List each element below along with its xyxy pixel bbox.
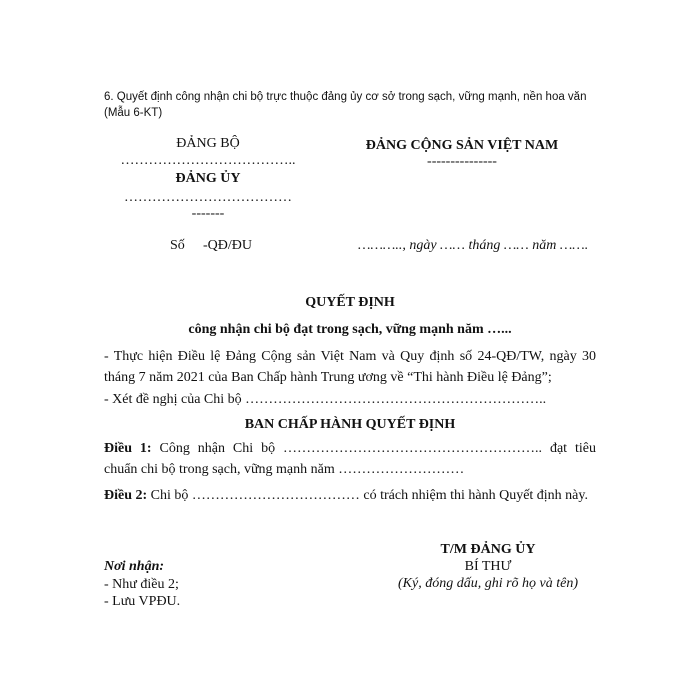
signature-note: (Ký, đóng dấu, ghi rõ họ và tên)	[397, 576, 579, 591]
article-1-label: Điều 1:	[104, 441, 152, 456]
preamble-paragraph-2: - Xét đề nghị của Chi bộ ………………………………………………………..	[104, 392, 547, 407]
party-committee-dots: ………………………………..	[120, 153, 296, 168]
recipients-heading: Nơi nhận:	[104, 559, 165, 574]
article-2-text: Chi bộ ……………………………… có trách nhiệm thi hành Quyết định này.	[147, 488, 588, 503]
signature-on-behalf: T/M ĐẢNG ỦY	[440, 542, 536, 557]
document-number-suffix: -QĐ/ĐU	[203, 238, 252, 253]
decision-heading: BAN CHẤP HÀNH QUYẾT ĐỊNH	[244, 417, 456, 432]
party-committee-title: ĐẢNG ỦY	[175, 171, 241, 186]
document-subtitle: công nhận chi bộ đạt trong sạch, vững mạnh năm …...	[188, 322, 512, 337]
article-2-label: Điều 2:	[104, 488, 148, 503]
signature-position: BÍ THƯ	[464, 559, 512, 574]
article-1	[104, 438, 596, 480]
article-2	[104, 485, 596, 506]
recipient-item-1: - Như điều 2;	[104, 577, 179, 592]
party-name: ĐẢNG CỘNG SẢN VIỆT NAM	[365, 138, 559, 153]
document-number-label: Số	[170, 238, 185, 253]
party-committee-label: ĐẢNG BỘ	[176, 136, 240, 151]
party-committee-dots-2: ………………………………	[124, 190, 292, 205]
document-title: QUYẾT ĐỊNH	[305, 295, 395, 310]
header-note-line2: (Mẫu 6-KT)	[104, 107, 163, 119]
preamble-paragraph-1: - Thực hiện Điều lệ Đảng Cộng sản Việt Nam và Quy định số 24-QĐ/TW, ngày 30 tháng 7 năm 2021 của Ban Chấp hành Trung ương về “Thi hành Điều lệ Đảng”;	[104, 349, 596, 385]
right-header-divider: ---------------	[427, 154, 497, 169]
recipient-item-2: - Lưu VPĐU.	[104, 594, 181, 609]
date-line: ……….., ngày …… tháng …… năm …….	[358, 238, 589, 253]
article-1-text: Công nhận Chi bộ ……………………………………………….. đạt tiêu chuẩn chi bộ trong sạch, vững mạnh năm ………………………	[104, 441, 596, 477]
header-note-line1: 6. Quyết định công nhận chi bộ trực thuộc đảng ủy cơ sở trong sạch, vững mạnh, nền hoa văn	[104, 91, 587, 103]
left-header-divider: -------	[191, 206, 225, 221]
